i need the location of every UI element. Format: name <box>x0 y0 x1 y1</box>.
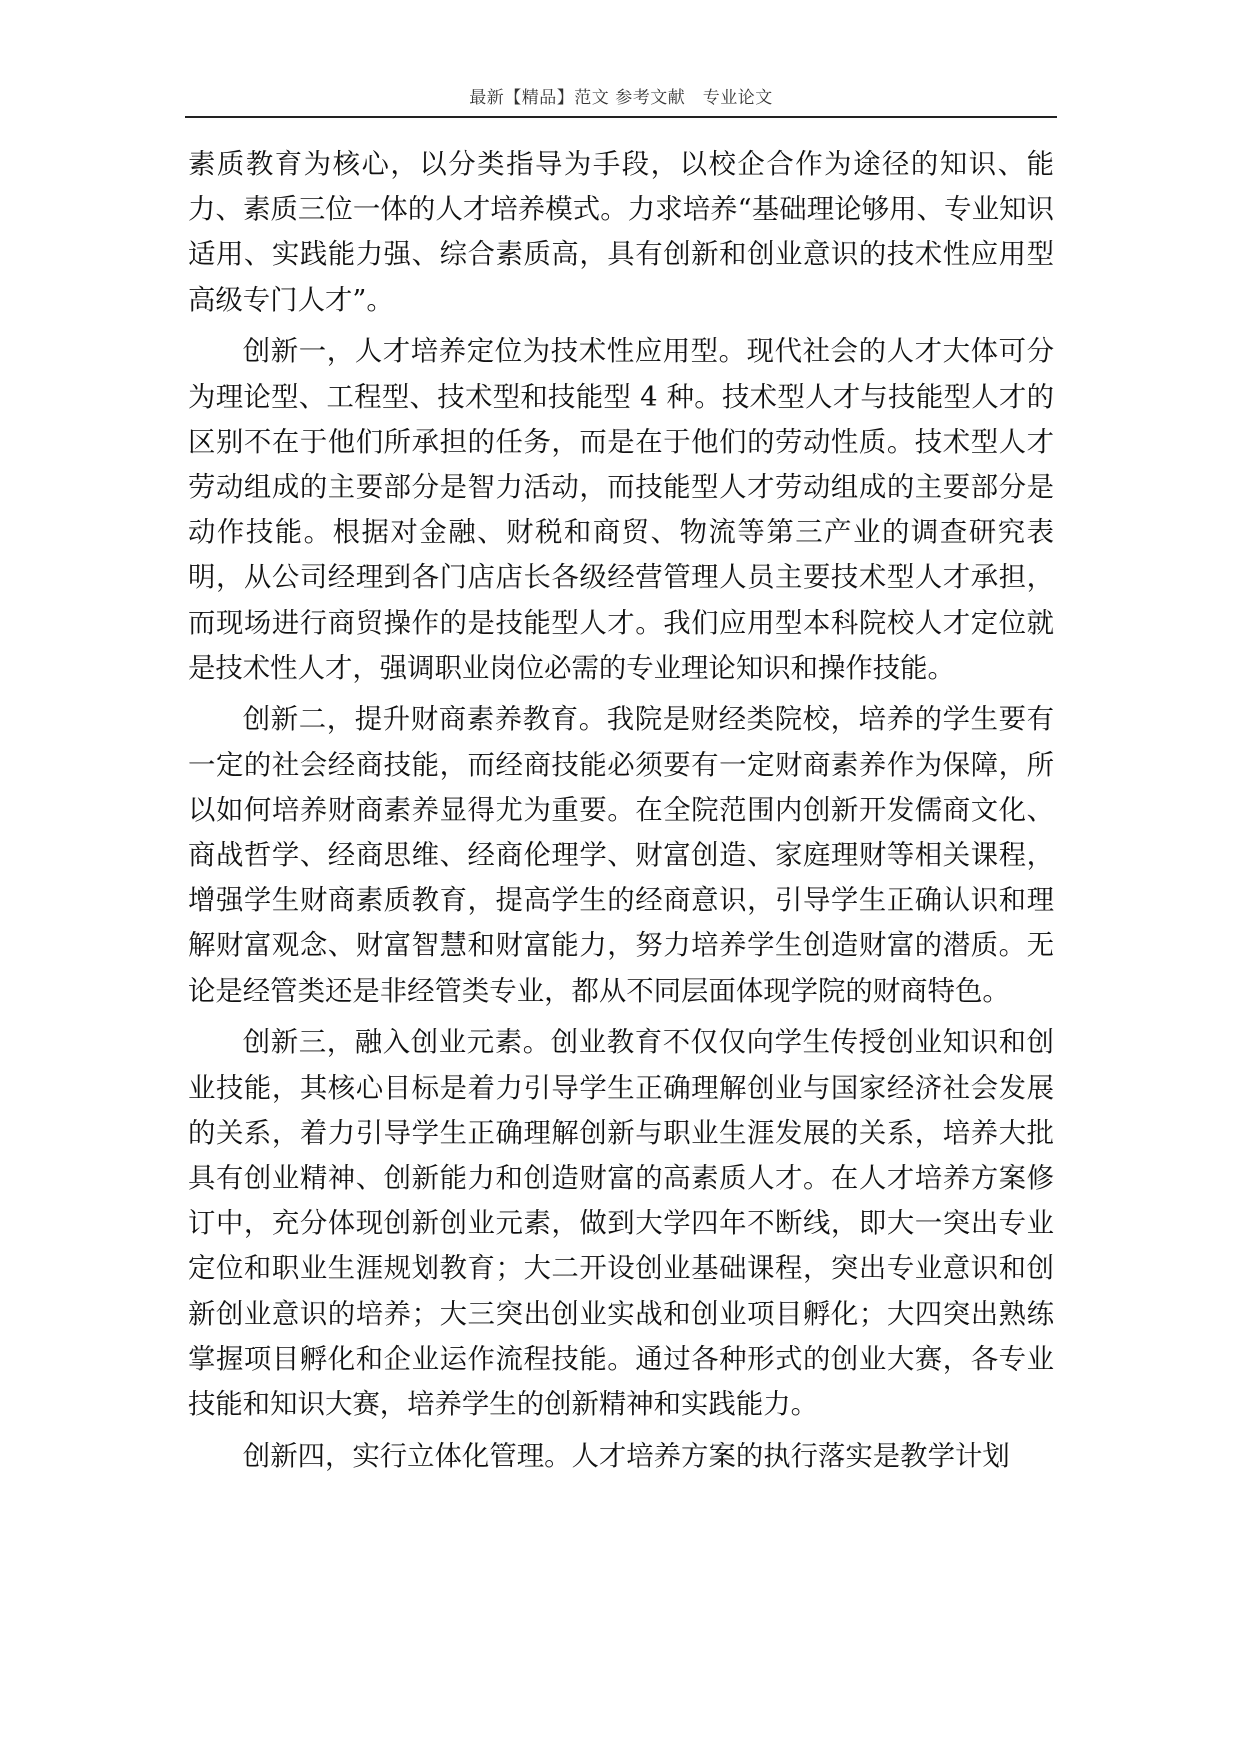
document-body <box>188 142 1054 1485</box>
header-text: 最新【精品】范文 参考文献 专业论文 <box>469 88 773 108</box>
paragraph-innovation-one: 创新一，人才培养定位为技术性应用型。现代社会的人才大体可分为理论型、工程型、技术型和技能型 4 种。技术型人才与技能型人才的区别不在于他们所承担的任务，而是在于他们的劳动性质。技术型人才劳动组成的主要部分是智力活动，而技能型人才劳动组成的主要部分是动作技能。根据对金融、财税和商贸、物流等第三产业的调查研究表明，从公司经理到各门店店长各级经营管理人员主要技术型人才承担，而现场进行商贸操作的是技能型人才。我们应用型本科院校人才定位就是技术性人才，强调职业岗位必需的专业理论知识和操作技能。 <box>188 336 1054 684</box>
paragraph-innovation-three: 创新三，融入创业元素。创业教育不仅仅向学生传授创业知识和创业技能，其核心目标是着力引导学生正确理解创业与国家经济社会发展的关系，着力引导学生正确理解创新与职业生涯发展的关系，培养大批具有创业精神、创新能力和创造财富的高素质人才。在人才培养方案修订中，充分体现创新创业元素，做到大学四年不断线，即大一突出专业定位和职业生涯规划教育；大二开设创业基础课程，突出专业意识和创新创业意识的培养；大三突出创业实战和创业项目孵化；大四突出熟练掌握项目孵化和企业运作流程技能。通过各种形式的创业大赛，各专业技能和知识大赛，培养学生的创新精神和实践能力。 <box>188 1027 1054 1420</box>
paragraph-continued: 素质教育为核心，以分类指导为手段，以校企合作为途径的知识、能力、素质三位一体的人才培养模式。力求培养“基础理论够用、专业知识适用、实践能力强、综合素质高，具有创新和创业意识的技术性应用型高级专门人才”。 <box>188 149 1054 316</box>
page-header <box>185 86 1057 118</box>
paragraph-innovation-two: 创新二，提升财商素养教育。我院是财经类院校，培养的学生要有一定的社会经商技能，而经商技能必须要有一定财商素养作为保障，所以如何培养财商素养显得尤为重要。在全院范围内创新开发儒商文化、商战哲学、经商思维、经商伦理学、财富创造、家庭理财等相关课程，增强学生财商素质教育，提高学生的经商意识，引导学生正确认识和理解财富观念、财富智慧和财富能力，努力培养学生创造财富的潜质。无论是经管类还是非经管类专业，都从不同层面体现学院的财商特色。 <box>188 704 1054 1007</box>
paragraph-innovation-four: 创新四，实行立体化管理。人才培养方案的执行落实是教学计划 <box>242 1440 1010 1472</box>
